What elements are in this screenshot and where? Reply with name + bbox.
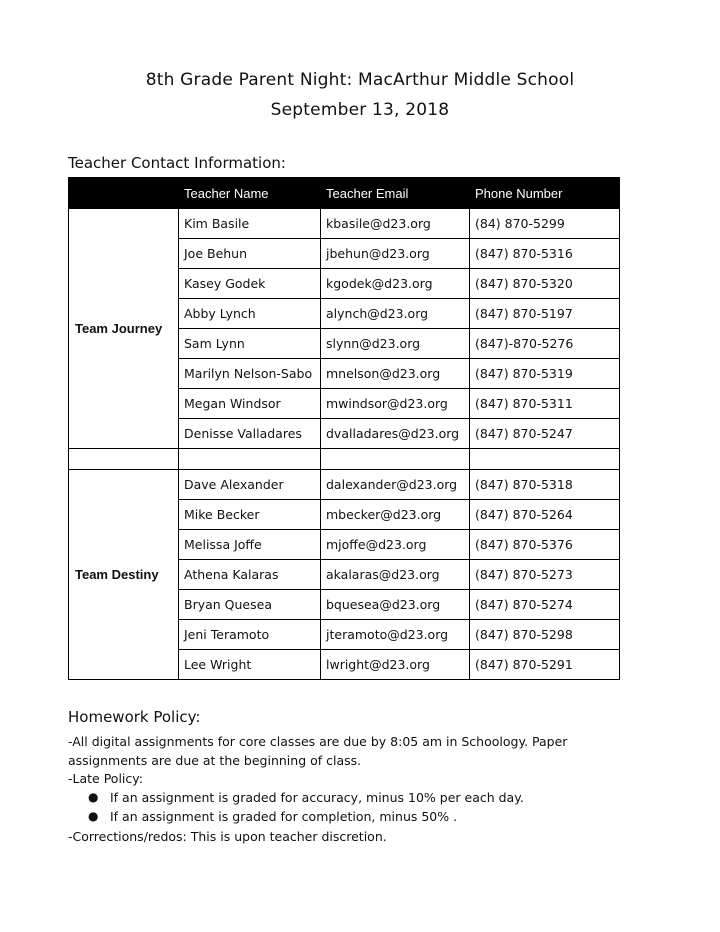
- teacher-email: dalexander@d23.org: [321, 470, 470, 500]
- teacher-email: slynn@d23.org: [321, 329, 470, 359]
- teacher-name: Jeni Teramoto: [179, 620, 321, 650]
- teacher-phone: (847) 870-5291: [470, 650, 620, 680]
- teacher-name: Kasey Godek: [179, 269, 321, 299]
- teacher-email: kbasile@d23.org: [321, 209, 470, 239]
- teacher-email: kgodek@d23.org: [321, 269, 470, 299]
- teacher-email: mnelson@d23.org: [321, 359, 470, 389]
- teacher-name: Joe Behun: [179, 239, 321, 269]
- table-row: [69, 470, 620, 500]
- list-item: [88, 807, 650, 826]
- teacher-phone: (847)-870-5276: [470, 329, 620, 359]
- header-team: [69, 178, 179, 209]
- bullet-icon: ●: [88, 790, 99, 804]
- teacher-phone: (847) 870-5298: [470, 620, 620, 650]
- teacher-phone: (847) 870-5264: [470, 500, 620, 530]
- teacher-phone: (847) 870-5318: [470, 470, 620, 500]
- teacher-phone: (847) 870-5376: [470, 530, 620, 560]
- list-item: [88, 788, 650, 807]
- teacher-name: Mike Becker: [179, 500, 321, 530]
- team-journey-label: Team Journey: [69, 209, 179, 449]
- empty-cell: [321, 449, 470, 470]
- teacher-name: Sam Lynn: [179, 329, 321, 359]
- teacher-phone: (847) 870-5320: [470, 269, 620, 299]
- teacher-name: Dave Alexander: [179, 470, 321, 500]
- empty-cell: [470, 449, 620, 470]
- teacher-email: mjoffe@d23.org: [321, 530, 470, 560]
- teacher-name: Melissa Joffe: [179, 530, 321, 560]
- teacher-email: jteramoto@d23.org: [321, 620, 470, 650]
- teacher-phone: (84) 870-5299: [470, 209, 620, 239]
- late-policy-label: -Late Policy:: [68, 771, 143, 786]
- late-policy-list: [68, 788, 650, 826]
- header-teacher-name: Teacher Name: [179, 178, 321, 209]
- teacher-name: Denisse Valladares: [179, 419, 321, 449]
- teacher-phone: (847) 870-5197: [470, 299, 620, 329]
- teacher-name: Megan Windsor: [179, 389, 321, 419]
- empty-cell: [179, 449, 321, 470]
- teacher-email: mbecker@d23.org: [321, 500, 470, 530]
- teacher-phone: (847) 870-5319: [470, 359, 620, 389]
- teacher-email: bquesea@d23.org: [321, 590, 470, 620]
- teacher-phone: (847) 870-5311: [470, 389, 620, 419]
- teacher-name: Kim Basile: [179, 209, 321, 239]
- contact-section-heading: Teacher Contact Information:: [68, 154, 286, 172]
- spacer-row: [69, 449, 620, 470]
- late-policy-completion: If an assignment is graded for completion, minus 50% .: [110, 809, 458, 824]
- empty-cell: [69, 449, 179, 470]
- teacher-name: Marilyn Nelson-Sabo: [179, 359, 321, 389]
- teacher-email: mwindsor@d23.org: [321, 389, 470, 419]
- teacher-phone: (847) 870-5273: [470, 560, 620, 590]
- header-phone-number: Phone Number: [470, 178, 620, 209]
- document-date: September 13, 2018: [270, 100, 450, 120]
- homework-policy-heading: Homework Policy:: [68, 708, 201, 726]
- teacher-name: Lee Wright: [179, 650, 321, 680]
- teacher-name: Bryan Quesea: [179, 590, 321, 620]
- teacher-name: Abby Lynch: [179, 299, 321, 329]
- teacher-phone: (847) 870-5247: [470, 419, 620, 449]
- teacher-email: alynch@d23.org: [321, 299, 470, 329]
- homework-digital-assignments-text: -All digital assignments for core classes are due by 8:05 am in Schoology. Paper assignments are due at the beginning of class.: [68, 734, 568, 768]
- header-teacher-email: Teacher Email: [321, 178, 470, 209]
- teacher-phone: (847) 870-5316: [470, 239, 620, 269]
- document-title: 8th Grade Parent Night: MacArthur Middle School: [145, 70, 575, 90]
- table-header-row: [69, 178, 620, 209]
- team-destiny-label: Team Destiny: [69, 470, 179, 680]
- teacher-email: jbehun@d23.org: [321, 239, 470, 269]
- teacher-email: akalaras@d23.org: [321, 560, 470, 590]
- corrections-policy-text: -Corrections/redos: This is upon teacher discretion.: [68, 829, 387, 844]
- teacher-phone: (847) 870-5274: [470, 590, 620, 620]
- teacher-name: Athena Kalaras: [179, 560, 321, 590]
- teacher-email: dvalladares@d23.org: [321, 419, 470, 449]
- teacher-contact-table: [68, 177, 620, 680]
- table-row: [69, 209, 620, 239]
- bullet-icon: ●: [88, 809, 99, 823]
- late-policy-accuracy: If an assignment is graded for accuracy, minus 10% per each day.: [110, 790, 524, 805]
- teacher-email: lwright@d23.org: [321, 650, 470, 680]
